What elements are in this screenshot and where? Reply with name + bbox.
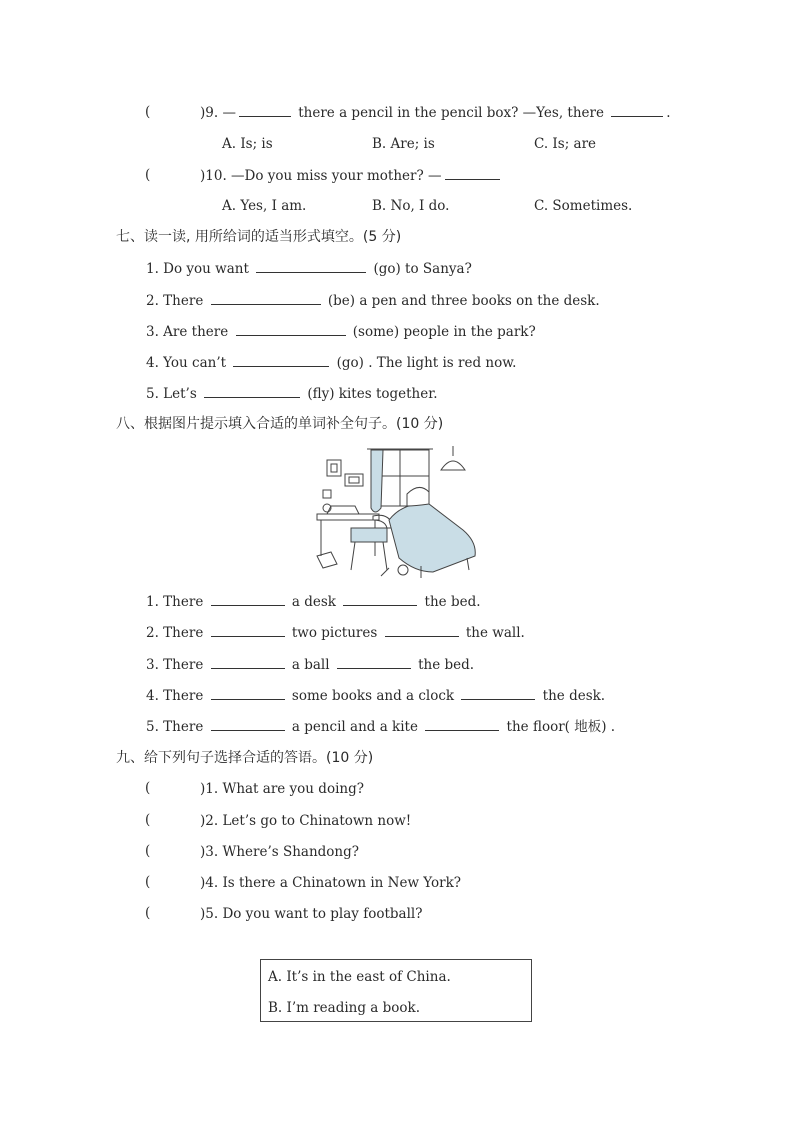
q9-end: .	[666, 105, 671, 121]
match-question: )2. Let’s go to Chinatown now!	[200, 813, 412, 829]
lamp-icon	[441, 461, 465, 470]
curtain-icon	[371, 450, 383, 512]
option-a: A. Yes, I am.	[222, 198, 307, 214]
fill-item: 3. There a ball the bed.	[146, 657, 475, 673]
q10-prefix: )10. —Do you miss your mother? —	[200, 168, 442, 184]
fill-item: 5. There a pencil and a kite the floor( 地板) .	[146, 719, 616, 735]
question-9	[200, 104, 671, 122]
bedroom-illustration	[303, 446, 485, 582]
answer-paren: (	[145, 874, 151, 890]
answer-blank[interactable]	[425, 718, 499, 731]
option-b: B. Are; is	[372, 136, 435, 152]
match-question: )1. What are you doing?	[200, 781, 364, 797]
answer-choices-box	[260, 959, 532, 1022]
fill-item: 2. There (be) a pen and three books on the desk.	[146, 293, 600, 309]
q9-mid: there a pencil in the pencil box? —Yes, there	[293, 105, 609, 121]
answer-blank[interactable]	[211, 624, 285, 637]
answer-blank[interactable]	[239, 104, 291, 117]
answer-blank[interactable]	[445, 167, 500, 180]
match-question: )5. Do you want to play football?	[200, 906, 423, 922]
fill-item: 4. You can’t (go) . The light is red now.	[146, 355, 517, 371]
answer-paren: (	[145, 843, 151, 859]
fill-item: 3. Are there (some) people in the park?	[146, 324, 536, 340]
fill-item: 1. Do you want (go) to Sanya?	[146, 261, 472, 277]
answer-paren: (	[145, 812, 151, 828]
fill-item: 2. There two pictures the wall.	[146, 625, 525, 641]
q9-prefix: )9. —	[200, 105, 236, 121]
answer-blank[interactable]	[256, 260, 366, 273]
ball-icon	[398, 565, 408, 575]
answer-blank[interactable]	[611, 104, 663, 117]
answer-paren: (	[145, 780, 151, 796]
answer-blank[interactable]	[461, 687, 535, 700]
answer-blank[interactable]	[211, 292, 321, 305]
desk-icon	[317, 514, 379, 520]
picture-frame-icon	[327, 460, 341, 476]
answer-blank[interactable]	[233, 354, 329, 367]
answer-blank[interactable]	[211, 687, 285, 700]
answer-paren: (	[145, 167, 151, 183]
answer-paren: (	[145, 104, 151, 120]
option-c: C. Sometimes.	[534, 198, 633, 214]
chair-icon	[351, 528, 387, 542]
answer-blank[interactable]	[211, 656, 285, 669]
section-heading: 八、根据图片提示填入合适的单词补全句子。(10 分)	[116, 416, 444, 432]
picture-frame-icon	[345, 474, 363, 486]
answer-blank[interactable]	[204, 385, 300, 398]
answer-blank[interactable]	[211, 593, 285, 606]
answer-blank[interactable]	[343, 593, 417, 606]
answer-choice: B. I’m reading a book.	[268, 1000, 421, 1016]
match-question: )4. Is there a Chinatown in New York?	[200, 875, 462, 891]
answer-blank[interactable]	[211, 718, 285, 731]
fill-item: 1. There a desk the bed.	[146, 594, 481, 610]
answer-blank[interactable]	[385, 624, 459, 637]
section-heading: 九、给下列句子选择合适的答语。(10 分)	[116, 750, 374, 766]
match-question: )3. Where’s Shandong?	[200, 844, 359, 860]
kite-icon	[317, 552, 337, 568]
fill-item: 5. Let’s (fly) kites together.	[146, 386, 438, 402]
option-b: B. No, I do.	[372, 198, 450, 214]
option-a: A. Is; is	[222, 136, 273, 152]
question-10	[200, 167, 503, 185]
answer-blank[interactable]	[236, 323, 346, 336]
answer-paren: (	[145, 905, 151, 921]
section-heading: 七、读一读, 用所给词的适当形式填空。(5 分)	[116, 229, 402, 245]
bed-icon	[389, 504, 475, 572]
answer-choice: A. It’s in the east of China.	[268, 969, 451, 985]
answer-blank[interactable]	[337, 656, 411, 669]
fill-item: 4. There some books and a clock the desk.	[146, 688, 606, 704]
option-c: C. Is; are	[534, 136, 597, 152]
